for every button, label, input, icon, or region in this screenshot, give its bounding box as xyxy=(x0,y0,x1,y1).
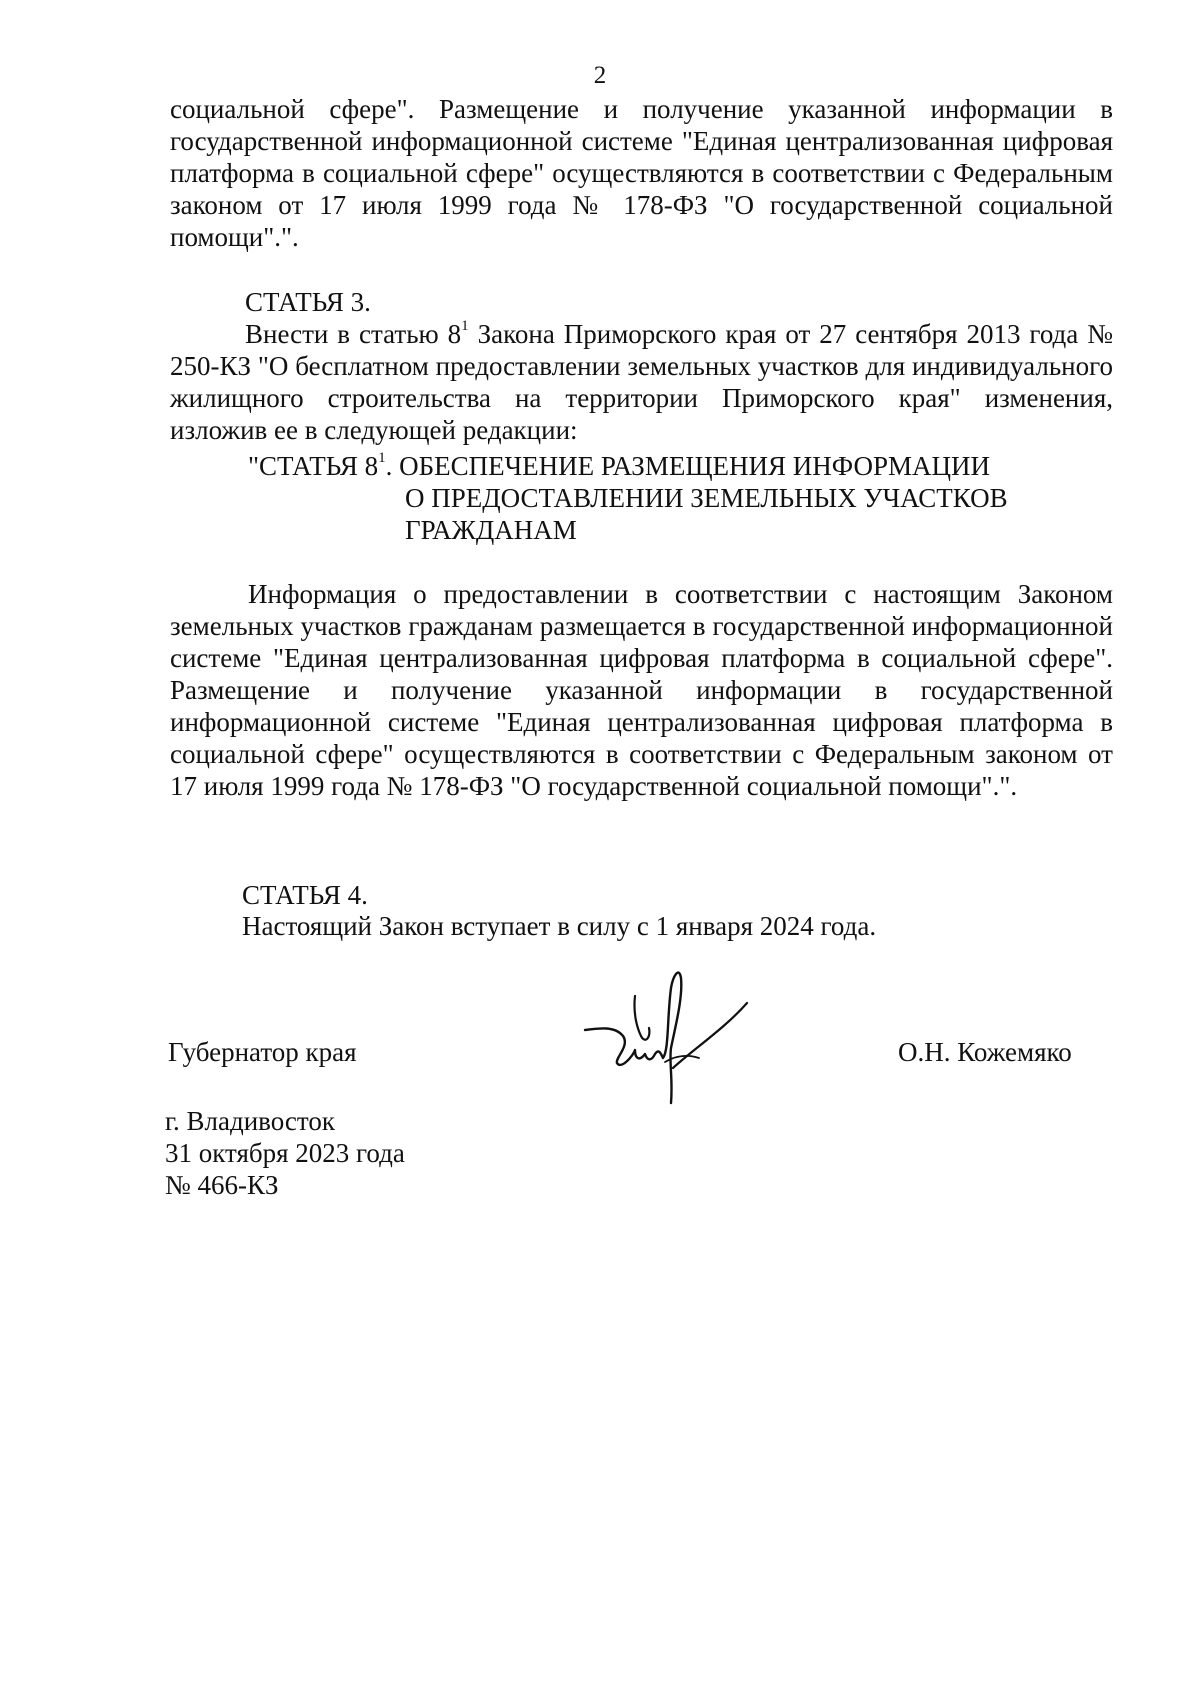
page-number: 2 xyxy=(593,62,607,89)
article-8-1-body: Информация о предоставлении в соответствии с настоящим Законом земельных участков гражданам размещается в государственной информационной системе "Единая централизованная цифровая платформа в социальной сфере". Размещение и получение указанной информации в государственной информационной системе "Единая централизованная цифровая платформа в социальной сфере" осуществляются в соответствии с Федеральным законом от 17 июля 1999 года № 178-ФЗ "О государственной социальной помощи".". xyxy=(170,579,1113,801)
footer-number: № 466-КЗ xyxy=(165,1170,279,1200)
article-3-body xyxy=(170,318,1113,446)
footer-date: 31 октября 2023 года xyxy=(165,1138,405,1168)
article-4-body: Настоящий Закон вступает в силу с 1 января 2024 года. xyxy=(242,911,877,941)
heading-line-2: О ПРЕДОСТАВЛЕНИИ ЗЕМЕЛЬНЫХ УЧАСТКОВ xyxy=(405,483,1008,513)
heading-line-3: ГРАЖДАНАМ xyxy=(405,515,577,545)
handwritten-signature xyxy=(575,958,755,1108)
article-4-title: СТАТЬЯ 4. xyxy=(242,880,368,910)
heading-superscript: 1 xyxy=(378,450,386,466)
heading-line-1 xyxy=(248,451,990,481)
article-3-text-start: Внести в статью 8 xyxy=(245,319,462,349)
heading-prefix: "СТАТЬЯ 8 xyxy=(248,451,379,481)
heading-line-1-rest: . ОБЕСПЕЧЕНИЕ РАЗМЕЩЕНИЯ ИНФОРМАЦИИ xyxy=(385,451,990,481)
signer-name: О.Н. Кожемяко xyxy=(898,1037,1072,1067)
article-3-superscript: 1 xyxy=(461,318,469,334)
paragraph-continuation: социальной сфере". Размещение и получение указанной информации в государственной информационной системе "Единая централизованная цифровая платформа в социальной сфере" осуществляются в соответствии с Федеральным законом от 17 июля 1999 года № 178-ФЗ "О государственной социальной помощи".". xyxy=(170,94,1113,252)
footer-city: г. Владивосток xyxy=(165,1106,335,1136)
article-3-title: СТАТЬЯ 3. xyxy=(245,287,371,317)
article-8-1-heading xyxy=(248,450,1008,546)
signer-title: Губернатор края xyxy=(168,1037,357,1067)
document-footer xyxy=(165,1105,405,1201)
article-3-text-rest: Закона Приморского края от 27 сентября 2013 года № 250-КЗ "О бесплатном предоставлении земельных участков для индивидуального жилищного строительства на территории Приморского края" изменения, изложив ее в следующей редакции: xyxy=(170,319,1113,445)
